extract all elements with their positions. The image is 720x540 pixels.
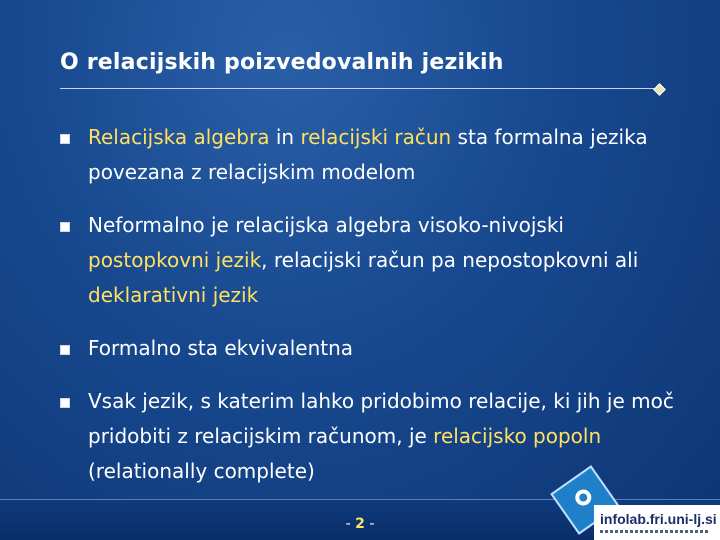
bullet-text-highlight: deklarativni jezik [88, 283, 259, 307]
bullet-text-highlight: Relacijska algebra [88, 125, 270, 149]
bullet-text-highlight: relacijsko popoln [433, 424, 602, 448]
bullet-text: sta formalna jezika povezana z relacijskim modelom [88, 125, 648, 184]
bullet-item [60, 120, 680, 190]
page-number-value: 2 [355, 516, 365, 532]
logo-subtitle-stripe [600, 530, 710, 533]
square-bullet-icon [60, 398, 70, 408]
bullet-text: Neformalno je relacijska algebra visoko-nivojski [88, 213, 564, 237]
square-bullet-icon [60, 345, 70, 355]
logo-text: infolab.fri.uni-lj.si [600, 511, 717, 527]
bullet-text: in [269, 125, 301, 149]
bullet-text: , relacijski račun pa nepostopkovni ali [261, 248, 639, 272]
logo-ring-icon [572, 486, 594, 508]
title-divider [60, 88, 660, 89]
logo-box [594, 505, 720, 540]
diamond-ornament-icon [653, 83, 666, 96]
square-bullet-icon [60, 222, 70, 232]
bullet-list [60, 120, 680, 507]
bullet-text: Formalno sta ekvivalentna [88, 336, 354, 360]
bullet-item [60, 331, 680, 366]
page-number-suffix: - [364, 516, 375, 532]
bullet-text: (relationally complete) [88, 459, 315, 483]
bullet-text-highlight: postopkovni jezik [88, 248, 262, 272]
slide-title: O relacijskih poizvedovalnih jezikih [60, 50, 504, 75]
page-number-prefix: - [345, 516, 356, 532]
bullet-text-highlight: relacijski račun [300, 125, 452, 149]
bullet-text: Vsak jezik, s katerim lahko pridobimo relacije, ki jih je moč pridobiti z relacijskim računom, je [88, 389, 674, 448]
bullet-item [60, 208, 680, 313]
square-bullet-icon [60, 134, 70, 144]
